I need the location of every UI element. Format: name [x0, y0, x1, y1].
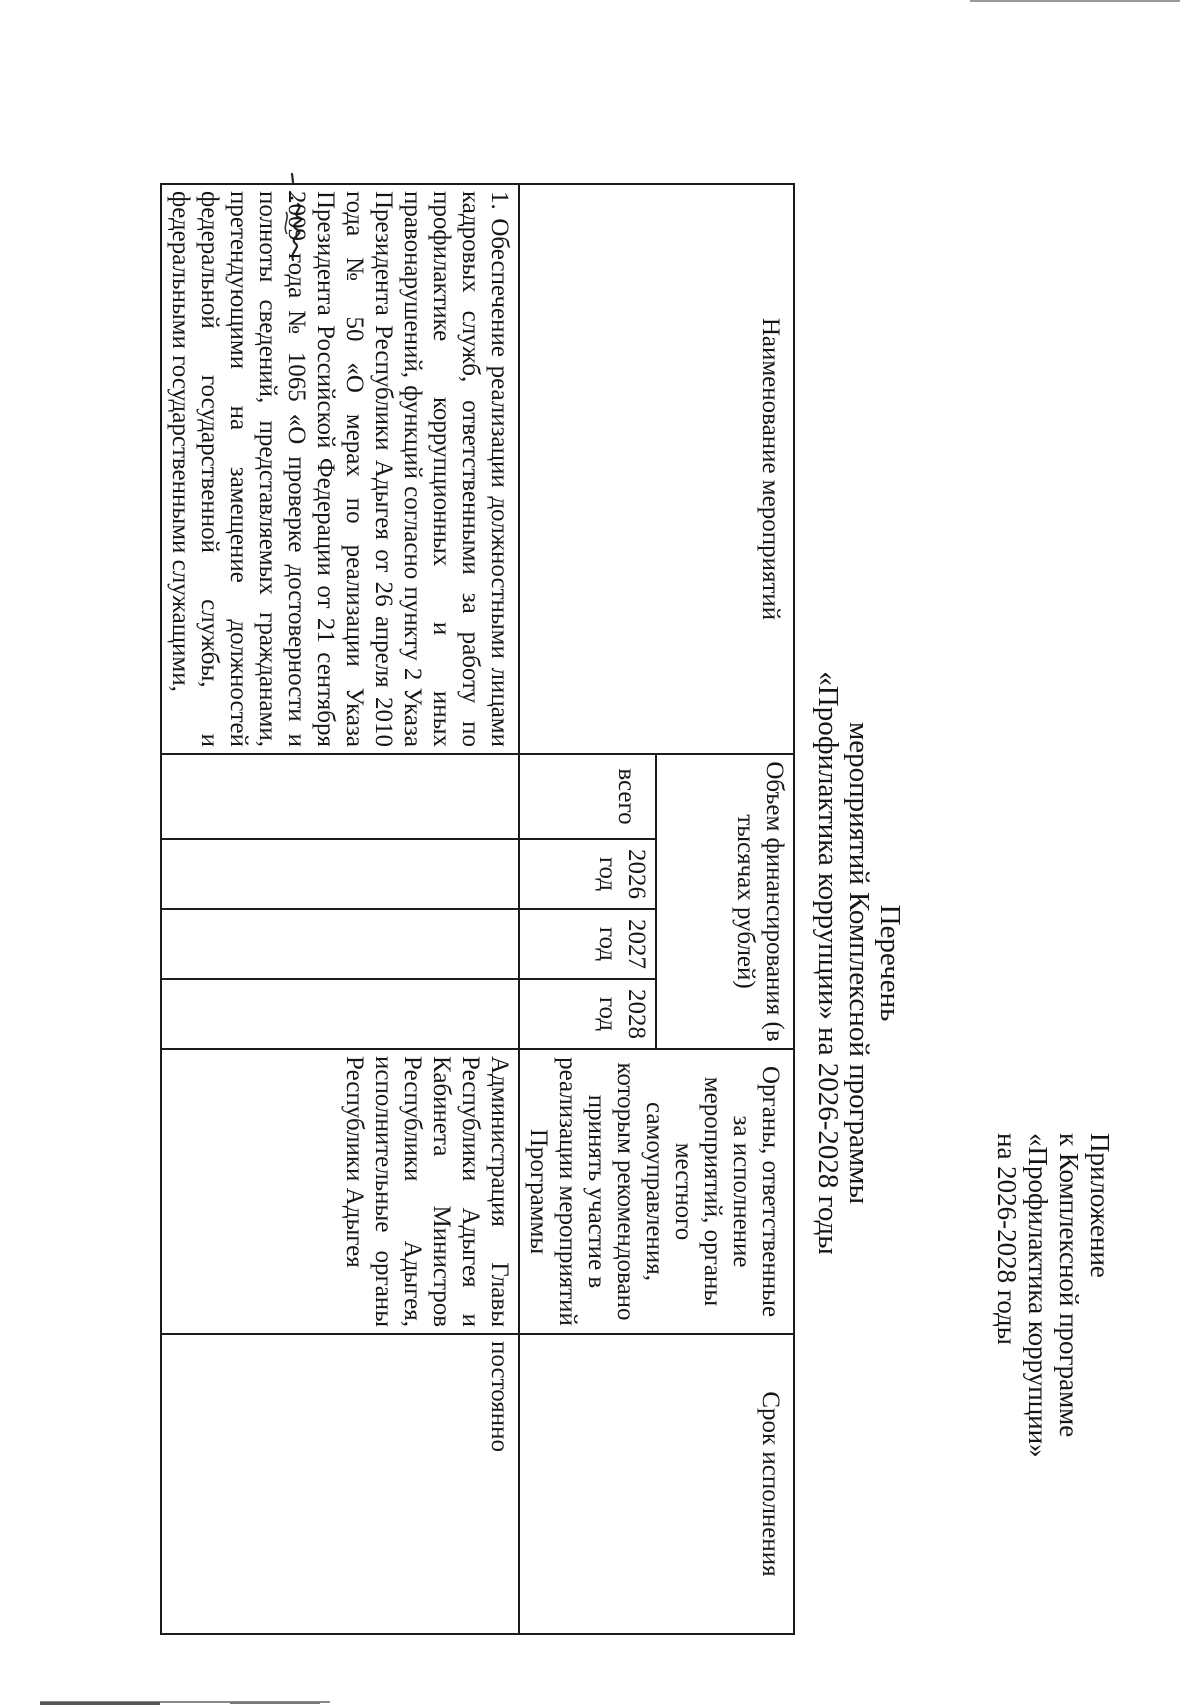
scan-edge-mark	[40, 1702, 160, 1705]
financing-total-cell	[161, 754, 519, 839]
header-year-2027: 2027 год	[519, 909, 657, 979]
scan-edge-mark	[230, 1702, 320, 1704]
title-line: «Профилактика коррупции» на 2026-2028 годы	[812, 671, 844, 1255]
appendix-line: «Профилактика коррупции»	[1023, 1133, 1053, 1458]
appendix-heading	[991, 1133, 1115, 1633]
financing-2027-cell	[161, 909, 519, 979]
scan-edge-mark	[970, 0, 1180, 2]
title-line: мероприятий Комплексной программы	[843, 721, 875, 1205]
header-year-2026: 2026 год	[519, 839, 657, 909]
table-row	[161, 184, 519, 1634]
financing-2026-cell	[161, 839, 519, 909]
financing-2028-cell	[161, 979, 519, 1049]
header-responsible-bodies: Органы, ответственные за исполнение мероприятий, органы местного самоуправления, которым рекомендовано принять участие в реализации мероприятий Программы	[519, 1049, 794, 1334]
responsible-bodies-cell: Администрация Главы Республики Адыгея и Кабинета Министров Республики Адыгея, исполнительные органы Республики Адыгея	[161, 1049, 519, 1334]
rotated-document-page	[45, 23, 1155, 1683]
header-financing: Объем финансирования (в тысячах рублей)	[657, 754, 795, 1049]
measure-description: 1. Обеспечение реализации должностными лицами кадровых служб, ответственными за работу по профилактике коррупционных и иных правонарушений, функций согласно пункту 2 Указа Президента Республики Адыгея от 26 апреля 2010 года № 50 «О мерах по реализации Указа Президента Российской Федерации от 21 сентября 2009 года № 1065 «О проверке достоверности и полноты сведений, представляемых гражданами, претендующими на замещение должностей федеральной государственной службы, и федеральными государственными служащими,	[161, 184, 519, 754]
deadline-cell: постоянно	[161, 1334, 519, 1634]
document-title	[812, 463, 905, 1463]
appendix-line: Приложение	[1085, 1133, 1115, 1278]
header-deadline: Срок исполнения	[519, 1334, 794, 1634]
header-year-2028: 2028 год	[519, 979, 657, 1049]
header-measure-name: Наименование мероприятий	[519, 184, 794, 754]
appendix-line: к Комплексной программе	[1054, 1133, 1084, 1438]
header-total: всего	[519, 754, 657, 839]
measures-table	[160, 183, 795, 1635]
appendix-line: на 2026-2028 годы	[992, 1133, 1022, 1345]
title-line: Перечень	[874, 904, 906, 1022]
